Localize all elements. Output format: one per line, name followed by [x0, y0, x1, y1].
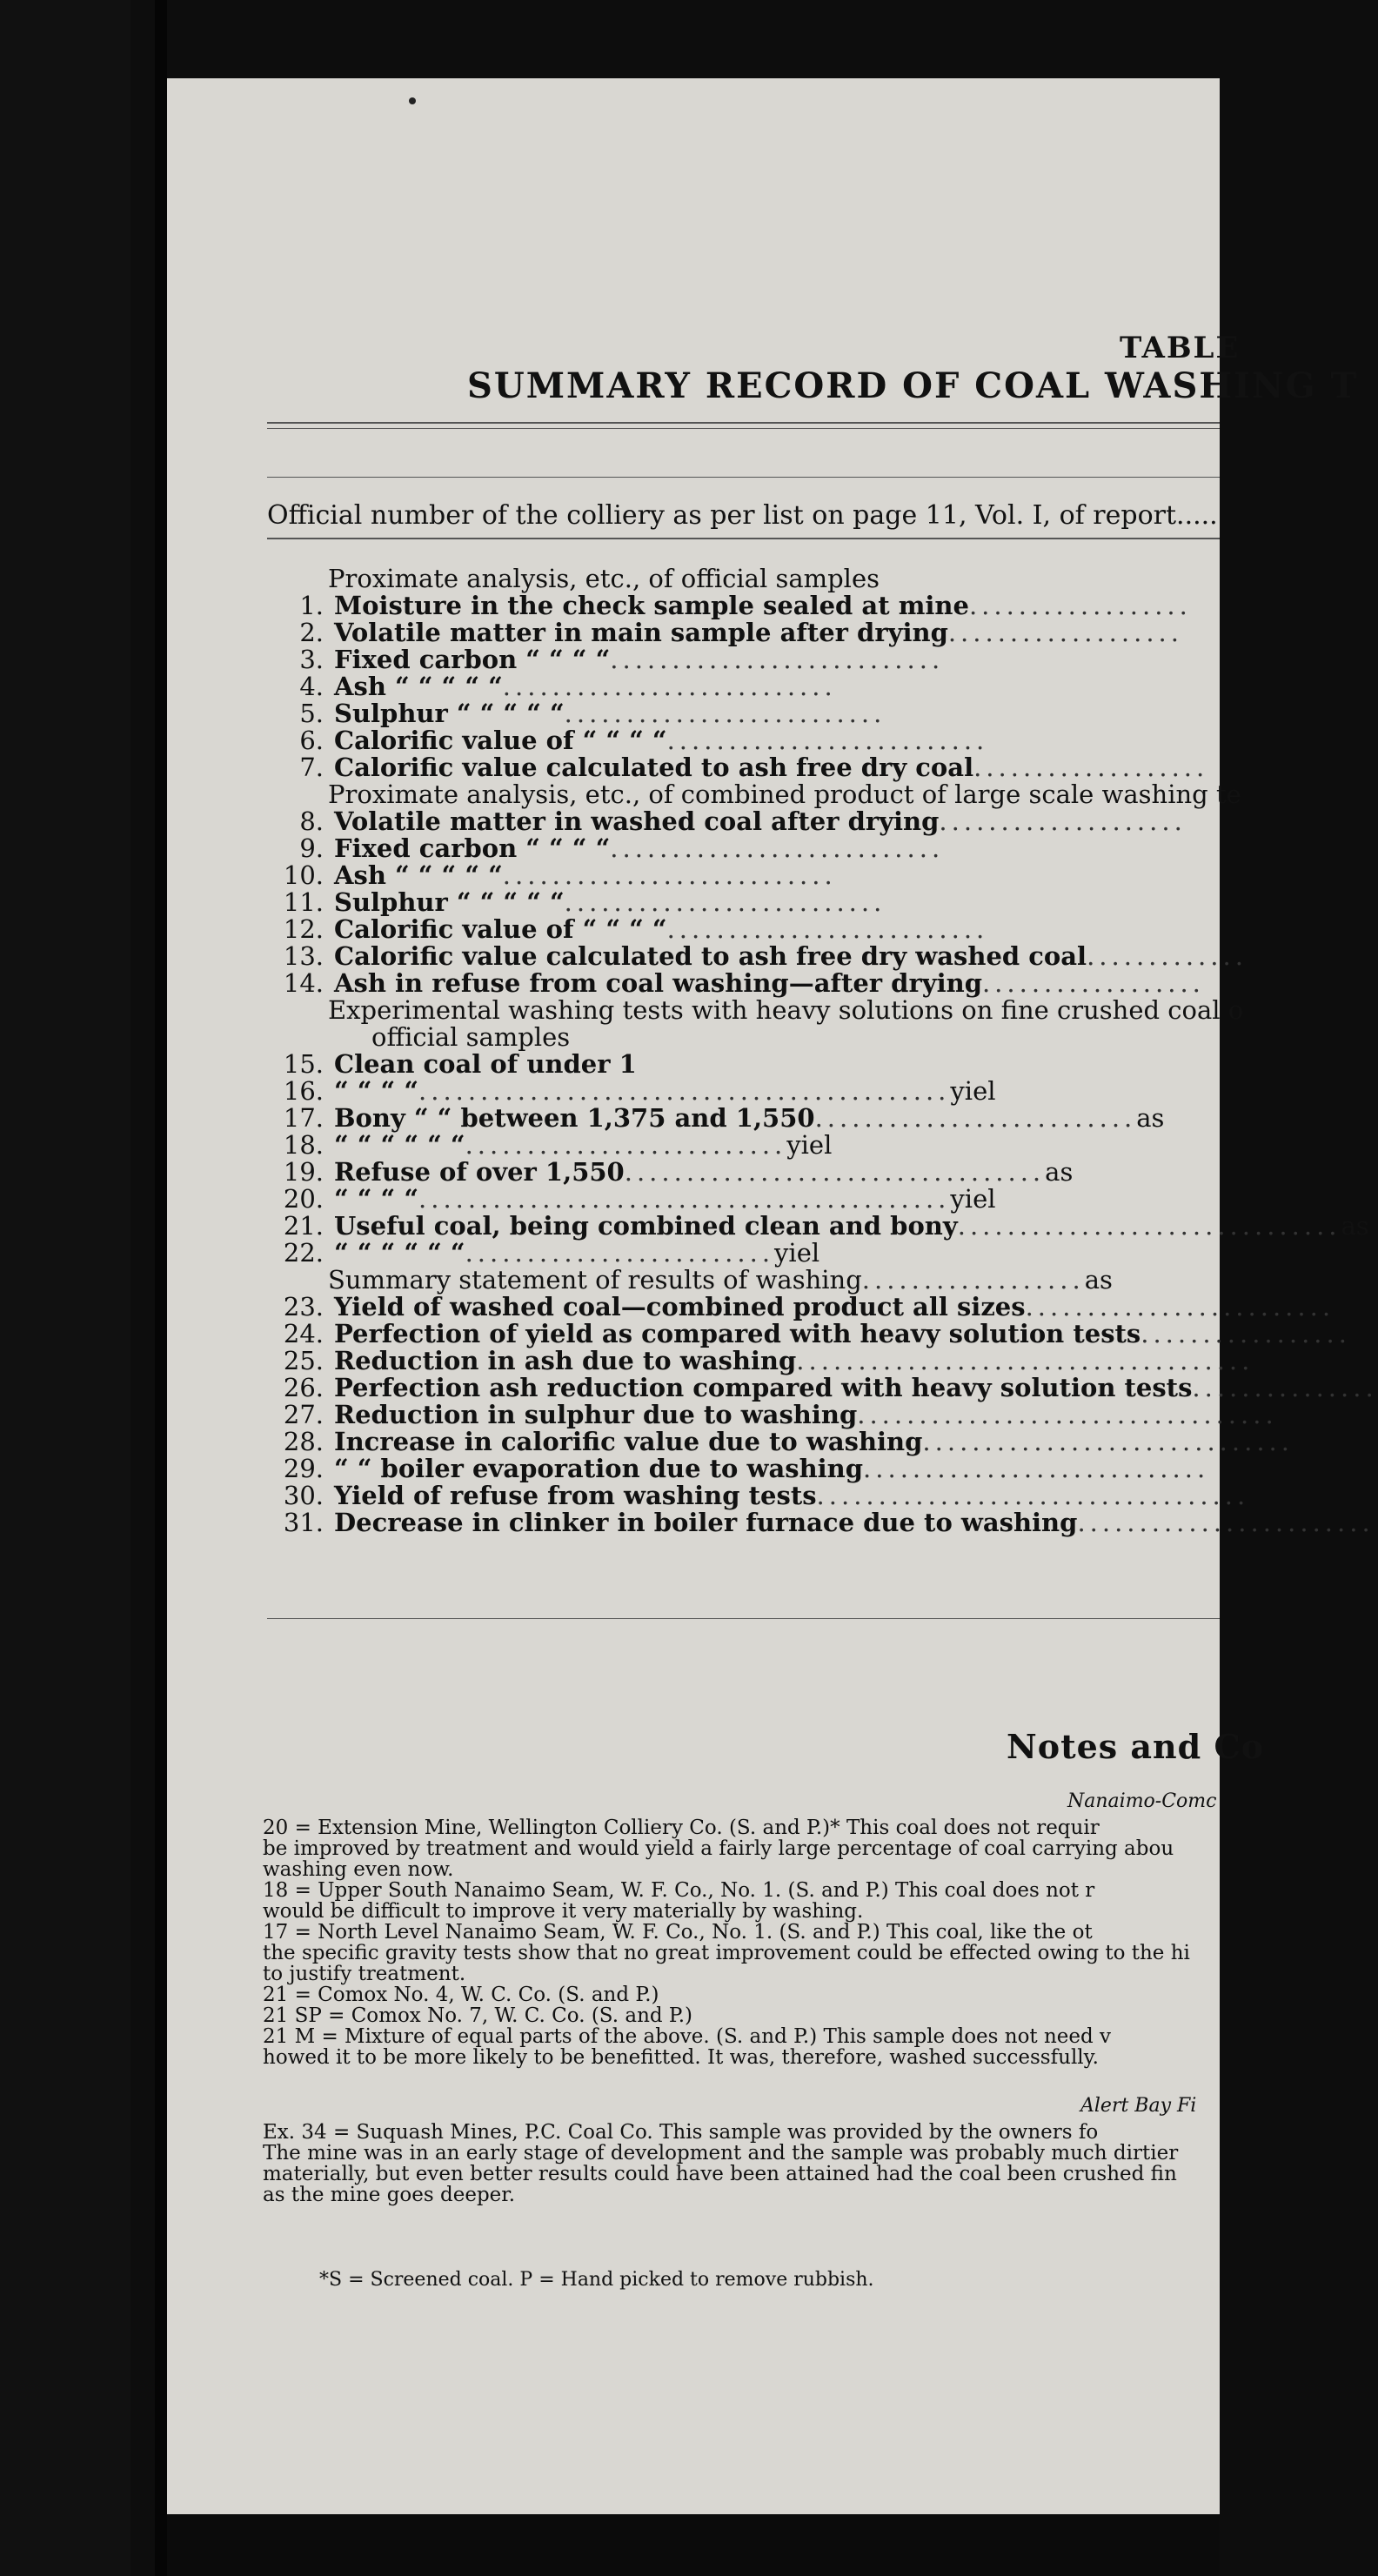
row-label: Fixed carbon “ “ “ “	[334, 833, 611, 863]
row-number: 6.	[299, 726, 324, 755]
note-line: 21 = Comox No. 4, W. C. Co. (S. and P.)	[263, 1984, 659, 2006]
leader-dots: ...................	[973, 753, 1209, 782]
leader-dots: .............	[1087, 941, 1248, 971]
row-tail-text: yiel	[774, 1238, 820, 1268]
row-number: 14.	[283, 968, 324, 998]
leader-dots: ..........................	[666, 726, 989, 755]
leader-dots: ..........................	[564, 699, 886, 728]
summary-row	[276, 1159, 1220, 1186]
document-page	[167, 78, 1378, 2514]
row-number: 1.	[299, 591, 324, 620]
row-number: 31.	[283, 1508, 324, 1537]
summary-row	[276, 1319, 1351, 1348]
summary-row	[276, 1211, 1369, 1241]
leader-dots: ..................................	[624, 1157, 1046, 1187]
summary-row	[276, 1240, 1220, 1267]
leader-dots: .....................................	[796, 1346, 1254, 1375]
summary-row	[276, 1400, 1278, 1429]
row-label: Decrease in clinker in boiler furnace due to washing	[334, 1508, 1078, 1537]
table-label: TABLE	[1120, 331, 1241, 365]
row-label: Calorific value of “ “ “ “	[334, 726, 667, 755]
summary-row	[276, 1427, 1294, 1456]
leader-dots: ...............	[1192, 1373, 1378, 1402]
row-label: Experimental washing tests with heavy solutions on fine crushed coal o	[328, 995, 1244, 1025]
row-label: Reduction in sulphur due to washing	[334, 1400, 858, 1429]
row-number: 17.	[283, 1103, 324, 1133]
row-tail-text: as	[1084, 1265, 1113, 1295]
header-rule	[267, 477, 1220, 478]
row-number: 3.	[299, 645, 324, 674]
row-number: 27.	[283, 1400, 324, 1429]
summary-row	[276, 754, 1220, 781]
leader-dots: ........................	[1077, 1508, 1375, 1537]
row-label: Sulphur “ “ “ “ “	[334, 699, 565, 728]
row-label: Yield of washed coal—combined product all sizes	[334, 1292, 1026, 1321]
note-line: The mine was in an early stage of development and the sample was probably much dirtier	[263, 2142, 1179, 2165]
leader-dots: ....................	[939, 806, 1187, 836]
leader-dots: ...........................	[610, 833, 945, 863]
row-number: 8.	[299, 806, 324, 836]
row-number: 24.	[283, 1319, 324, 1348]
leader-dots: ............................	[863, 1454, 1210, 1483]
leader-dots: ...........................................	[418, 1076, 951, 1106]
row-label: Ash “ “ “ “ “	[334, 672, 503, 701]
summary-row	[276, 1481, 1250, 1510]
note-line: 18 = Upper South Nanaimo Seam, W. F. Co., No. 1. (S. and P.) This coal does not r	[263, 1879, 1095, 1902]
title-rule-thin	[267, 428, 1220, 429]
leader-dots: ..............................	[922, 1427, 1294, 1456]
row-number: 13.	[283, 941, 324, 971]
summary-row	[276, 1186, 1220, 1213]
row-label: “ “ “ “	[334, 1076, 419, 1106]
row-number: 2.	[299, 618, 324, 647]
note-line: materially, but even better results could have been attained had the coal been crushed fin	[263, 2163, 1177, 2185]
row-tail-text: yiel	[950, 1076, 996, 1106]
row-label: Volatile matter in washed coal after drying	[334, 806, 940, 836]
row-number: 11.	[283, 887, 324, 917]
row-label: Moisture in the check sample sealed at mine	[334, 591, 969, 620]
ink-speck	[409, 97, 416, 104]
leader-dots: ..................	[968, 591, 1192, 620]
colliery-number-line: Official number of the colliery as per list on page 11, Vol. I, of report.....	[267, 500, 1218, 531]
summary-row	[276, 916, 1220, 943]
summary-row	[276, 995, 1244, 1025]
note-line: howed it to be more likely to be benefitted. It was, therefore, washed successfully.	[263, 2046, 1099, 2069]
row-label: Perfection ash reduction compared with heavy solution tests	[334, 1373, 1193, 1402]
row-label: Ash in refuse from coal washing—after drying	[334, 968, 982, 998]
summary-row	[276, 1373, 1378, 1402]
row-label: Refuse of over 1,550	[334, 1157, 625, 1187]
note-line: the specific gravity tests show that no great improvement could be effected owing to the hi	[263, 1942, 1190, 1964]
leader-dots: ...........................................	[418, 1184, 951, 1214]
leader-dots: ..........................	[814, 1103, 1137, 1133]
row-number: 5.	[299, 699, 324, 728]
leader-dots: ...........................	[610, 645, 945, 674]
leader-dots: ..........................	[465, 1130, 787, 1160]
leader-dots: ..........................	[564, 887, 886, 917]
summary-row	[276, 646, 1220, 673]
row-label: Useful coal, being combined clean and bony	[334, 1211, 958, 1241]
summary-record-rows	[276, 564, 1378, 1537]
row-number: 20.	[283, 1184, 324, 1214]
row-label: official samples	[371, 1022, 571, 1052]
row-label: “ “ “ “ “ “	[334, 1130, 465, 1160]
summary-row	[276, 565, 1220, 592]
row-number: 16.	[283, 1076, 324, 1106]
leader-dots: ..........................	[666, 914, 989, 944]
row-number: 21.	[283, 1211, 324, 1241]
summary-row	[276, 1132, 1220, 1159]
summary-row	[276, 1105, 1220, 1132]
row-label: Proximate analysis, etc., of combined product of large scale washing te	[328, 779, 1241, 809]
row-label: Reduction in ash due to washing	[334, 1346, 797, 1375]
page-bottom-shadow	[167, 2514, 1220, 2576]
summary-row	[276, 862, 1220, 889]
row-number: 28.	[283, 1427, 324, 1456]
row-label: Ash “ “ “ “ “	[334, 860, 503, 890]
row-number: 7.	[299, 753, 324, 782]
summary-row	[276, 835, 1220, 862]
title-rule	[267, 422, 1220, 424]
row-tail-text: as	[1045, 1157, 1074, 1187]
row-label: Sulphur “ “ “ “ “	[334, 887, 565, 917]
summary-row	[276, 1455, 1220, 1482]
summary-row	[276, 1346, 1254, 1375]
table-bottom-rule	[267, 1618, 1220, 1619]
row-number: 25.	[283, 1346, 324, 1375]
row-number: 15.	[283, 1049, 324, 1079]
summary-row	[276, 970, 1220, 997]
summary-row	[276, 889, 1220, 916]
row-label: Summary statement of results of washing	[328, 1265, 862, 1295]
summary-row	[276, 592, 1220, 619]
leader-dots: ..................	[981, 968, 1205, 998]
row-label: Perfection of yield as compared with heavy solution tests	[334, 1319, 1141, 1348]
row-tail-text: yiel	[950, 1184, 996, 1214]
row-label: Calorific value calculated to ash free dry coal	[334, 753, 974, 782]
note-line: Ex. 34 = Suquash Mines, P.C. Coal Co. This sample was provided by the owners fo	[263, 2121, 1099, 2144]
row-label: “ “ boiler evaporation due to washing	[334, 1454, 864, 1483]
summary-row	[276, 673, 1220, 700]
summary-row	[276, 1051, 1220, 1078]
note-line: as the mine goes deeper.	[263, 2184, 516, 2206]
row-label: Volatile matter in main sample after drying	[334, 618, 948, 647]
leader-dots: .........................	[1025, 1292, 1335, 1321]
leader-dots: ..................................	[857, 1400, 1278, 1429]
leader-dots: ...................................	[816, 1481, 1250, 1510]
note-line: 20 = Extension Mine, Wellington Colliery Co. (S. and P.)* This coal does not requir	[263, 1817, 1100, 1839]
row-tail-text: as	[1341, 1211, 1369, 1241]
row-number: 18.	[283, 1130, 324, 1160]
row-label: Yield of refuse from washing tests	[334, 1481, 817, 1510]
row-number: 23.	[283, 1292, 324, 1321]
summary-row	[276, 941, 1248, 971]
leader-dots: ...........................	[502, 672, 837, 701]
summary-row	[276, 1078, 1220, 1105]
row-tail-text: as	[1136, 1103, 1165, 1133]
row-number: 22.	[283, 1238, 324, 1268]
row-number: 4.	[299, 672, 324, 701]
row-label: Calorific value of “ “ “ “	[334, 914, 667, 944]
footnote: *S = Screened coal. P = Hand picked to remove rubbish.	[319, 2269, 874, 2291]
summary-row	[276, 1508, 1375, 1537]
page-title: SUMMARY RECORD OF COAL WASHING T	[467, 365, 1359, 406]
summary-row	[276, 700, 1220, 727]
summary-row	[276, 1292, 1335, 1321]
leader-dots: ...........................	[502, 860, 837, 890]
row-label: “ “ “ “ “ “	[334, 1238, 465, 1268]
row-label: Calorific value calculated to ash free dry washed coal	[334, 941, 1087, 971]
note-line: be improved by treatment and would yield a fairly large percentage of coal carrying abou	[263, 1837, 1174, 1860]
summary-row	[276, 779, 1241, 809]
row-label: “ “ “ “	[334, 1184, 419, 1214]
row-number: 19.	[283, 1157, 324, 1187]
row-label: Increase in calorific value due to washing	[334, 1427, 923, 1456]
row-label: Fixed carbon “ “ “ “	[334, 645, 611, 674]
summary-row	[276, 1267, 1220, 1294]
row-label: Bony “ “ between 1,375 and 1,550	[334, 1103, 815, 1133]
note-line: 21 M = Mixture of equal parts of the above. (S. and P.) This sample does not need v	[263, 2025, 1112, 2048]
note-line: washing even now.	[263, 1858, 454, 1881]
page-spine	[155, 0, 167, 2576]
row-number: 29.	[283, 1454, 324, 1483]
note-line: 21 SP = Comox No. 7, W. C. Co. (S. and P.)	[263, 2004, 693, 2027]
summary-row	[276, 727, 1220, 754]
leader-dots: ...................	[947, 618, 1183, 647]
note-line: would be difficult to improve it very materially by washing.	[263, 1900, 864, 1923]
summary-row	[276, 619, 1220, 646]
row-number: 9.	[299, 833, 324, 863]
leader-dots: ...............................	[957, 1211, 1341, 1241]
note-line: to justify treatment.	[263, 1963, 466, 1985]
row-label: Clean coal of under 1	[334, 1049, 637, 1079]
row-number: 30.	[283, 1481, 324, 1510]
row-tail-text: yiel	[786, 1130, 833, 1160]
leader-dots: .........................	[465, 1238, 775, 1268]
leader-dots: ..................	[861, 1265, 1085, 1295]
summary-row	[276, 1024, 1220, 1051]
region-nanaimo-comox: Nanaimo-Comc	[1067, 1790, 1217, 1812]
film-edge	[0, 0, 130, 2576]
colliery-rule	[267, 538, 1220, 539]
row-number: 10.	[283, 860, 324, 890]
region-alert-bay: Alert Bay Fi	[1080, 2095, 1197, 2117]
summary-row	[276, 808, 1220, 835]
row-number: 12.	[283, 914, 324, 944]
row-number: 26.	[283, 1373, 324, 1402]
notes-title: Notes and Co	[1007, 1727, 1265, 1766]
leader-dots: .................	[1141, 1319, 1351, 1348]
row-label: Proximate analysis, etc., of official samples	[328, 564, 880, 593]
note-line: 17 = North Level Nanaimo Seam, W. F. Co., No. 1. (S. and P.) This coal, like the ot	[263, 1921, 1093, 1944]
